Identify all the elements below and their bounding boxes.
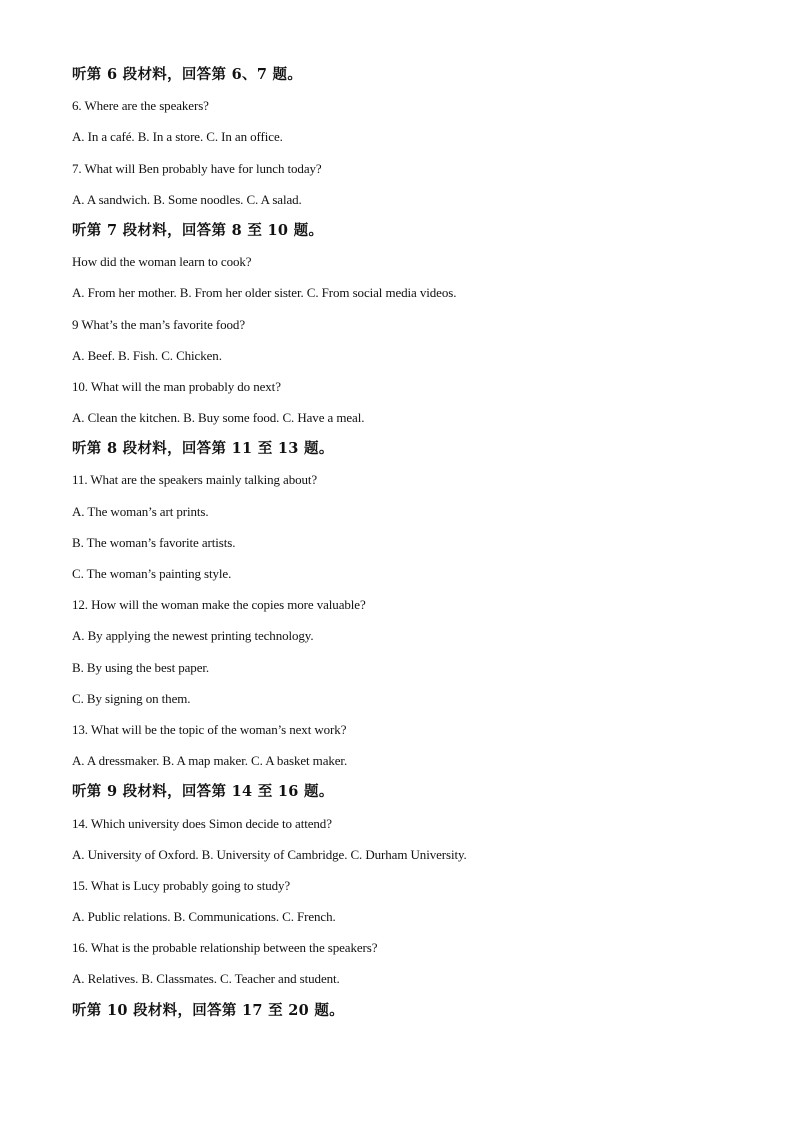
- question-12: 12. How will the woman make the copies more valuable?: [72, 597, 366, 613]
- section-heading-10: 听第 10 段材料，回答第 17 至 20 题。: [72, 1001, 345, 1019]
- question-15: 15. What is Lucy probably going to study?: [72, 877, 291, 893]
- options-7: A. A sandwich. B. Some noodles. C. A salad.: [72, 191, 302, 207]
- options-10: A. Clean the kitchen. B. Buy some food. C. Have a meal.: [72, 410, 365, 426]
- options-9: A. Beef. B. Fish. C. Chicken.: [72, 347, 222, 363]
- section-heading-7: 听第 7 段材料，回答第 8 至 10 题。: [72, 221, 324, 239]
- question-11: 11. What are the speakers mainly talking about?: [72, 472, 318, 488]
- question-10: 10. What will the man probably do next?: [72, 378, 281, 394]
- option-12b: B. By using the best paper.: [72, 659, 210, 675]
- section-heading-9: 听第 9 段材料，回答第 14 至 16 题。: [72, 783, 334, 801]
- option-12a: A. By applying the newest printing technology.: [72, 628, 314, 644]
- option-12c: C. By signing on them.: [72, 690, 191, 706]
- options-6: A. In a café. B. In a store. C. In an office.: [72, 129, 283, 145]
- section-heading-6: 听第 6 段材料，回答第 6、7 题。: [72, 66, 303, 83]
- option-11c: C. The woman’s painting style.: [72, 566, 232, 581]
- options-15: A. Public relations. B. Communications. C. French.: [72, 909, 336, 925]
- options-8: A. From her mother. B. From her older sister. C. From social media videos.: [72, 285, 457, 301]
- question-14: 14. Which university does Simon decide to attend?: [72, 815, 332, 831]
- options-16: A. Relatives. B. Classmates. C. Teacher and student.: [72, 971, 340, 987]
- options-14: A. University of Oxford. B. University of Cambridge. C. Durham University.: [72, 846, 467, 862]
- question-6: 6. Where are the speakers?: [72, 98, 209, 114]
- question-9: 9 What’s the man’s favorite food?: [72, 316, 245, 332]
- section-heading-8: 听第 8 段材料，回答第 11 至 13 题。: [72, 440, 334, 458]
- document-page: [72, 64, 752, 1031]
- options-13: A. A dressmaker. B. A map maker. C. A basket maker.: [72, 753, 348, 769]
- question-16: 16. What is the probable relationship between the speakers?: [72, 940, 378, 956]
- question-7: 7. What will Ben probably have for lunch today?: [72, 160, 322, 176]
- question-8: How did the woman learn to cook?: [72, 254, 252, 270]
- option-11b: B. The woman’s favorite artists.: [72, 534, 236, 550]
- question-13: 13. What will be the topic of the woman’s next work?: [72, 721, 347, 737]
- option-11a: A. The woman’s art prints.: [72, 503, 209, 519]
